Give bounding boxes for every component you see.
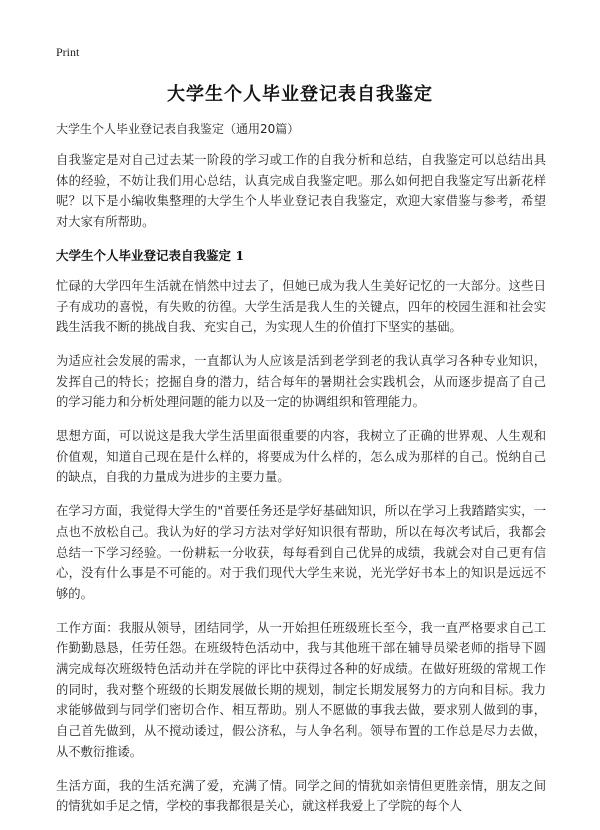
- body-paragraph: 生活方面，我的生活充满了爱，充满了情。同学之间的情犹如亲情但更胜亲情，朋友之间的情犹如手足之情，学校的事我都很是关心，就这样我爱上了学院的每个人: [56, 778, 546, 814]
- body-paragraph: 工作方面：我服从领导，团结同学，从一开始担任班级班长至今，我一直严格要求自己工作勤勤恳恳，任劳任怨。在班级特色活动中，我与其他班干部在辅导员梁老师的指导下圆满完成每次班级特色活动并在学院的评比中获得过各种的好成绩。在做好班级的常规工作的同时，我对整个班级的长期发展做长期的规划，制定长期发展努力的方向和目标。我力求能够做到与同学们密切合作、相互帮助。别人不愿做的事我去做，要求别人做到的事，自己首先做到，从不搅动诿过，假公济私，与人争名利。领导布置的工作总是尽力去做，从不敷衍推诿。: [56, 620, 546, 759]
- document-body: [56, 119, 546, 830]
- intro-paragraph: 自我鉴定是对自己过去某一阶段的学习或工作的自我分析和总结，自我鉴定可以总结出具体的经验，不妨让我们用心总结，认真完成自我鉴定吧。那么如何把自我鉴定写出新花样呢？以下是小编收集整理的大学生个人毕业登记表自我鉴定，欢迎大家借鉴与参考，希望对大家有所帮助。: [56, 153, 546, 230]
- body-paragraph: 思想方面，可以说这是我大学生活里面很重要的内容，我树立了正确的世界观、人生观和价值观，知道自己现在是什么样的，将要成为什么样的，怎么成为那样的自己。悦纳自己的缺点，自我的力量成为进步的主要力量。: [56, 429, 546, 485]
- section-heading: 大学生个人毕业登记表自我鉴定 1: [56, 247, 245, 263]
- print-button[interactable]: Print: [56, 45, 80, 59]
- document-subtitle: 大学生个人毕业登记表自我鉴定（通用20篇）: [56, 122, 300, 136]
- body-paragraph: 为适应社会发展的需求，一直都认为人应该是活到老学到老的我认真学习各种专业知识，发挥自己的特长；挖掘自身的潜力，结合每年的暑期社会实践机会，从而逐步提高了自己的学习能力和分析处理问题的能力以及一定的协调组织和管理能力。: [56, 353, 546, 410]
- page-title: 大学生个人毕业登记表自我鉴定: [167, 84, 433, 105]
- body-paragraph: 忙碌的大学四年生活就在悄然中过去了，但她已成为我人生美好记忆的一大部分。这些日子有成功的喜悦，有失败的彷徨。大学生活是我人生的关键点，四年的校园生涯和社会实践生活我不断的挑战自我、充实自己，为实现人生的价值打下坚实的基础。: [56, 278, 546, 335]
- body-paragraph: 在学习方面，我觉得大学生的"首要任务还是学好基础知识，所以在学习上我踏踏实实，一点也不放松自己。我认为好的学习方法对学好知识很有帮助，所以在每次考试后，我都会总结一下学习经验。一份耕耘一分收获，每每看到自己优异的成绩，我就会对自己更有信心，没有什么事是不可能的。对于我们现代大学生来说，光光学好书本上的知识是远远不够的。: [56, 504, 546, 601]
